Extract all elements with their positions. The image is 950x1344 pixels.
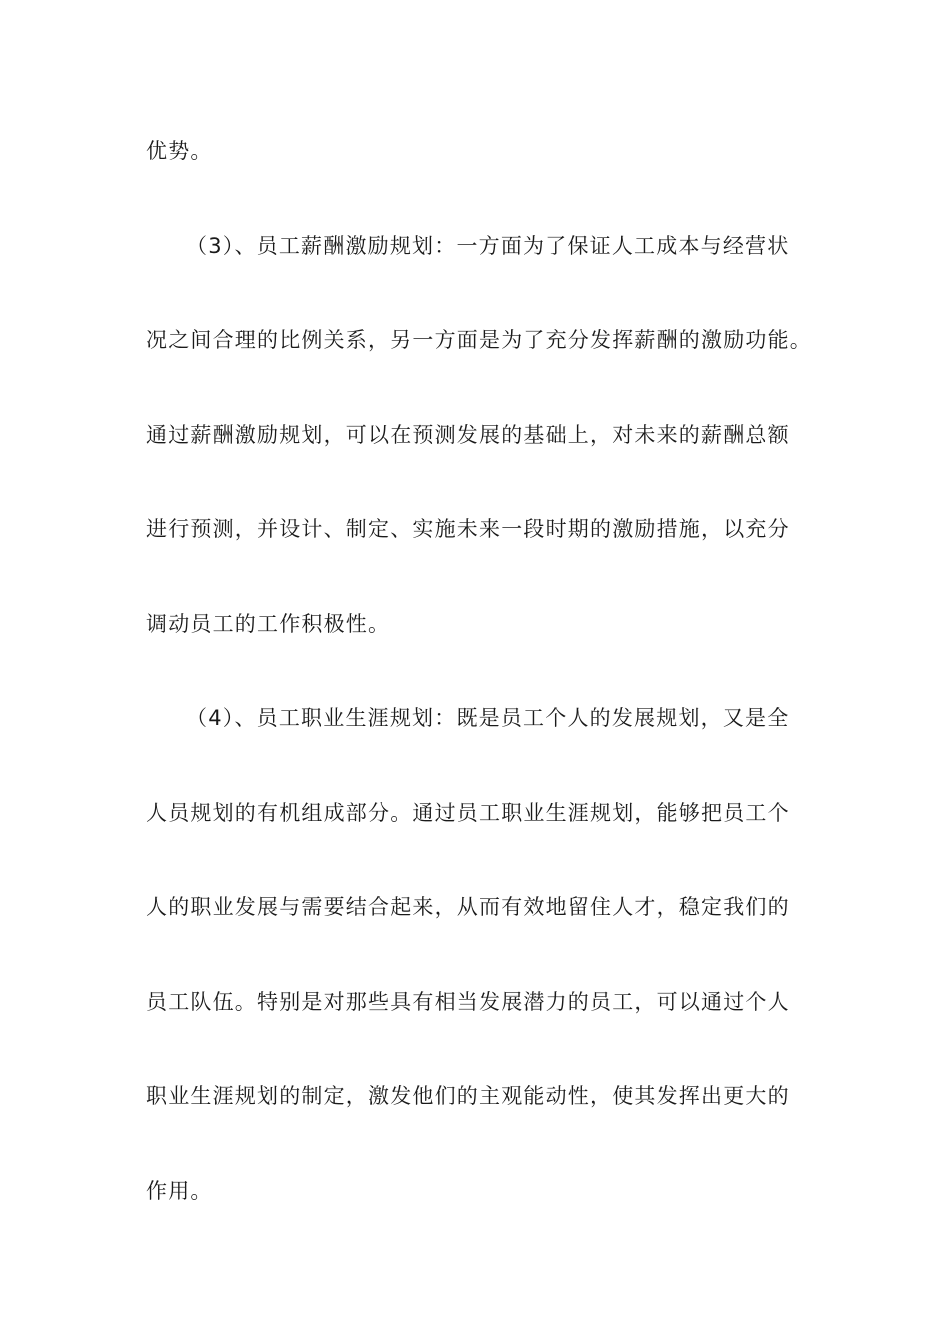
text-line: 况之间合理的比例关系，另一方面是为了充分发挥薪酬的激励功能。 (146, 328, 812, 352)
text-line: 作用。 (146, 1178, 213, 1203)
document-body (146, 120, 816, 1254)
text-line: 优势。 (146, 139, 213, 163)
text-line: 通过薪酬激励规划，可以在预测发展的基础上，对未来的薪酬总额 (146, 422, 790, 447)
text-line: 员工队伍。特别是对那些具有相当发展潜力的员工，可以通过个人 (146, 989, 790, 1014)
text-line: 调动员工的工作积极性。 (146, 611, 391, 636)
text-line: 人的职业发展与需要结合起来，从而有效地留住人才，稳定我们的 (146, 895, 790, 919)
text-line-paragraph-start: （4）、员工职业生涯规划：既是员工个人的发展规划，又是全 (186, 706, 790, 730)
text-line-paragraph-start: （3）、员工薪酬激励规划：一方面为了保证人工成本与经营状 (186, 233, 790, 258)
text-line: 人员规划的有机组成部分。通过员工职业生涯规划，能够把员工个 (146, 800, 790, 825)
text-line: 职业生涯规划的制定，激发他们的主观能动性，使其发挥出更大的 (146, 1084, 790, 1108)
text-line: 进行预测，并设计、制定、实施未来一段时期的激励措施，以充分 (146, 517, 790, 541)
